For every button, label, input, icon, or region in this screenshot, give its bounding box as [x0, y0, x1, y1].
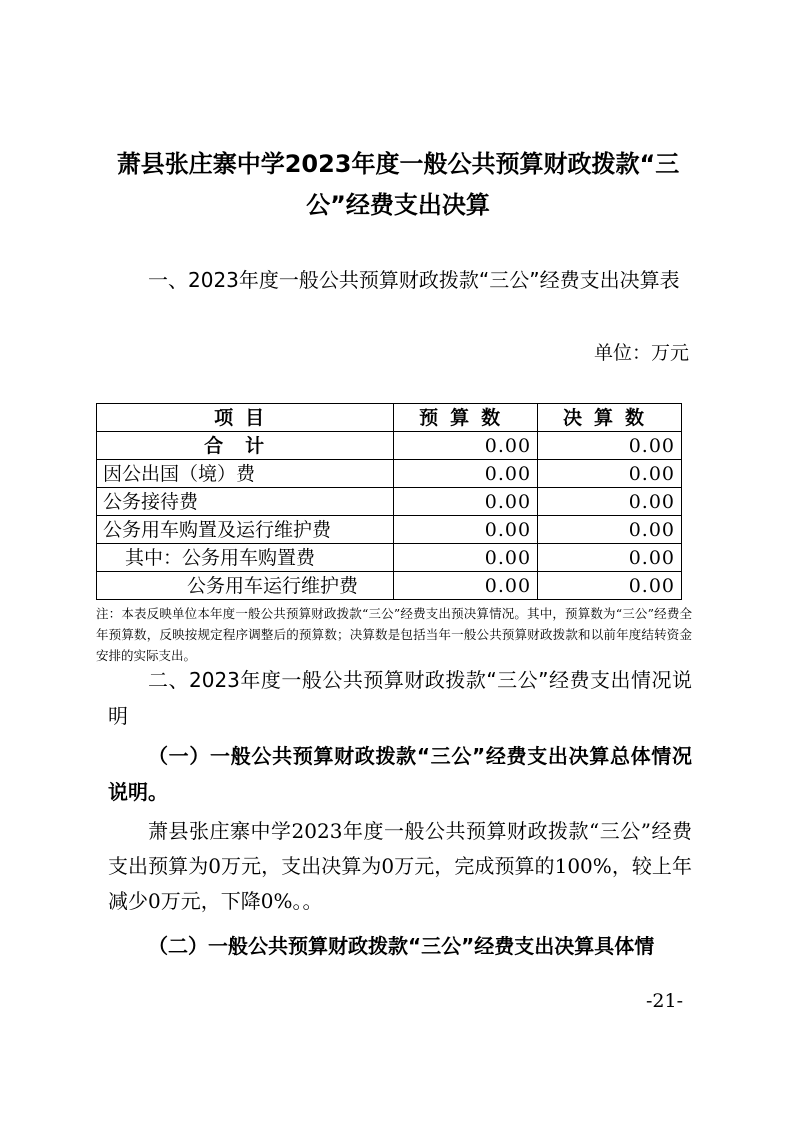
- row-label: 因公出国（境）费: [97, 460, 394, 488]
- table-row: [97, 516, 682, 544]
- unit-label: 单位：万元: [593, 342, 689, 364]
- row-label: 公务用车运行维护费: [97, 572, 394, 600]
- row-budget: 0.00: [394, 432, 538, 460]
- row-budget: 0.00: [394, 488, 538, 516]
- row-budget: 0.00: [394, 572, 538, 600]
- row-final: 0.00: [538, 516, 682, 544]
- table-note: 注：本表反映单位本年度一般公共预算财政拨款“三公”经费支出预决算情况。其中，预算数为“三公”经费全年预算数，反映按规定程序调整后的预算数；决算数是包括当年一般公共预算财政拨款和以前年度结转资金安排的实际支出。: [96, 606, 692, 663]
- row-final: 0.00: [538, 544, 682, 572]
- row-final: 0.00: [538, 572, 682, 600]
- table-row: [97, 488, 682, 516]
- table-header-row: [97, 404, 682, 432]
- header-budget: 预算数: [394, 404, 538, 432]
- row-budget: 0.00: [394, 544, 538, 572]
- section1-heading: 一、2023年度一般公共预算财政拨款“三公”经费支出决算表: [148, 268, 680, 292]
- table-row: [97, 544, 682, 572]
- row-label: 合计: [97, 432, 394, 460]
- table-row: [97, 432, 682, 460]
- table-row: [97, 460, 682, 488]
- subsection2-heading: （二）一般公共预算财政拨款“三公”经费支出决算具体情: [148, 934, 655, 958]
- row-label: 其中：公务用车购置费: [97, 544, 394, 572]
- document-title: 萧县张庄寨中学2023年度一般公共预算财政拨款“三公”经费支出决算: [116, 150, 680, 219]
- subsection1-paragraph: 萧县张庄寨中学2023年度一般公共预算财政拨款“三公”经费支出预算为0万元，支出决算为0万元，完成预算的100%，较上年减少0万元，下降0%。。: [108, 819, 692, 913]
- header-final: 决算数: [538, 404, 682, 432]
- row-final: 0.00: [538, 460, 682, 488]
- row-final: 0.00: [538, 488, 682, 516]
- row-label: 公务用车购置及运行维护费: [97, 516, 394, 544]
- subsection1-heading: （一）一般公共预算财政拨款“三公”经费支出决算总体情况说明。: [108, 744, 692, 804]
- row-budget: 0.00: [394, 460, 538, 488]
- row-final: 0.00: [538, 432, 682, 460]
- row-label: 公务接待费: [97, 488, 394, 516]
- row-budget: 0.00: [394, 516, 538, 544]
- page-number: -21-: [645, 990, 683, 1012]
- table-row: [97, 572, 682, 600]
- header-item: 项目: [97, 404, 394, 432]
- section2-heading: 二、2023年度一般公共预算财政拨款“三公”经费支出情况说明: [108, 668, 692, 728]
- three-public-expenses-table: [96, 403, 682, 600]
